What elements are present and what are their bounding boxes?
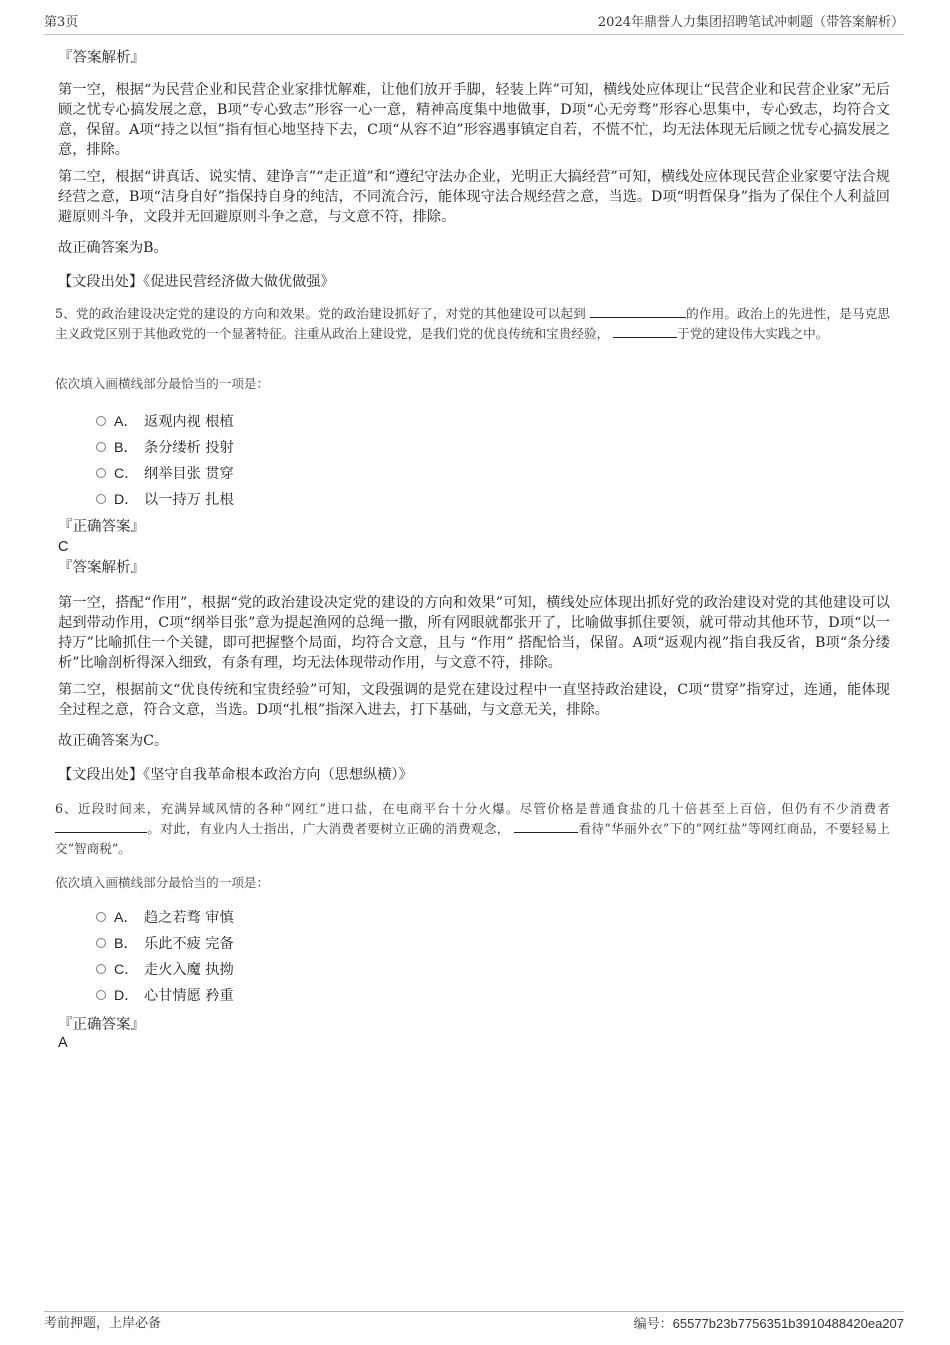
fill-blank <box>590 305 686 318</box>
option-a[interactable] <box>96 907 234 929</box>
analysis-paragraph: 第二空，根据“讲真话、说实情、建诤言”“走正道”和“遵纪守法办企业，光明正大搞经营”可知，横线处应体现民营企业家要守法合规经营之意，B项“洁身自好”指保持自身的纯洁，不同流合污，能体现守法合规经营之意，当选。D项“明哲保身”指为了保住个人利益回避原则斗争，文段并无回避原则斗争之意，与文意不符，排除。 <box>58 169 890 225</box>
analysis-paragraph: 第一空，根据“为民营企业和民营企业家排忧解难，让他们放开手脚，轻装上阵”可知，横线处应体现让“民营企业和民营企业家”无后顾之忧专心搞发展之意，B项“专心致志”形容一心一意，精神高度集中地做事，D项“心无旁骛”形容心思集中，专心致志，均符合文意，保留。A项“持之以恒”指有恒心地坚持下去，C项“从容不迫”形容遇事镇定自若，不慌不忙，均无法体现无后顾之忧专心搞发展之意，排除。 <box>58 82 890 158</box>
option-letter: D． <box>114 492 139 508</box>
question-stem <box>55 304 890 344</box>
correct-answer: C <box>58 539 69 555</box>
stem-text: 6、近段时间来，充满异域风情的各种“网红”进口盐，在电商平台十分火爆。尽管价格是普通食盐的几十倍甚至上百倍，但仍有不少消费者 <box>55 801 890 816</box>
radio-button[interactable] <box>96 494 106 504</box>
option-b[interactable] <box>96 437 234 459</box>
fill-blank <box>514 820 578 833</box>
option-c[interactable] <box>96 959 234 981</box>
radio-button[interactable] <box>96 442 106 452</box>
analysis-label: 『答案解析』 <box>58 50 145 66</box>
option-text: 心甘情愿 矜重 <box>144 988 234 1004</box>
radio-button[interactable] <box>96 938 106 948</box>
option-letter: D． <box>114 988 139 1004</box>
option-b[interactable] <box>96 933 234 955</box>
option-d[interactable] <box>96 985 234 1007</box>
page-number: 第3页 <box>44 15 79 30</box>
stem-text: 。对此，有业内人士指出，广大消费者要树立正确的消费观念， <box>147 821 510 836</box>
option-text: 趋之若骛 审慎 <box>144 910 234 926</box>
correct-answer-label: 『正确答案』 <box>58 519 145 535</box>
option-letter: B． <box>114 440 138 456</box>
analysis-label: 『答案解析』 <box>58 560 145 576</box>
question-instruction: 依次填入画横线部分最恰当的一项是： <box>55 875 270 890</box>
option-text: 走火入魔 执拗 <box>144 962 234 978</box>
radio-button[interactable] <box>96 416 106 426</box>
option-text: 以一持万 扎根 <box>144 492 234 508</box>
option-a[interactable] <box>96 411 234 433</box>
stem-text: 看待“华丽外衣”下的“网红盐”等网红商品，不要轻易上交“智商税”。 <box>55 821 890 856</box>
source-citation: 【文段出处】《促进民营经济做大做优做强》 <box>58 274 335 290</box>
question-stem <box>55 799 890 859</box>
footer-slogan: 考前押题，上岸必备 <box>44 1316 162 1331</box>
radio-button[interactable] <box>96 912 106 922</box>
option-text: 返观内视 根植 <box>144 414 234 430</box>
option-letter: A． <box>114 414 138 430</box>
document-title: 2024年鼎誉人力集团招聘笔试冲刺题（带答案解析） <box>597 15 904 30</box>
fill-blank <box>55 820 147 833</box>
option-letter: C． <box>114 466 139 482</box>
page-header <box>44 14 904 35</box>
option-d[interactable] <box>96 489 234 511</box>
source-citation: 【文段出处】《坚守自我革命根本政治方向（思想纵横）》 <box>58 767 413 783</box>
conclusion: 故正确答案为C。 <box>58 733 169 749</box>
option-c[interactable] <box>96 463 234 485</box>
option-letter: A． <box>114 910 138 926</box>
fill-blank <box>613 325 677 338</box>
radio-button[interactable] <box>96 468 106 478</box>
stem-text: 于党的建设伟大实践之中。 <box>677 326 829 341</box>
analysis-paragraph: 第二空，根据前文“优良传统和宝贵经验”可知，文段强调的是党在建设过程中一直坚持政治建设，C项“贯穿”指穿过，连通，能体现全过程之意，符合文意，当选。D项“扎根”指深入进去，打下基础，与文意无关，排除。 <box>58 682 890 718</box>
document-id: 编号：65577b23b7756351b3910488420ea207 <box>633 1316 904 1331</box>
option-text: 纲举目张 贯穿 <box>144 466 234 482</box>
correct-answer: A <box>58 1035 68 1051</box>
conclusion: 故正确答案为B。 <box>58 240 168 256</box>
stem-text: 的作用。政治上的先进性，是马克思主义政党区别于其他政党的一个显著特征。注重从政治上建设党，是我们党的优良传统和宝贵经验， <box>55 306 891 341</box>
analysis-paragraph: 第一空，搭配“作用”，根据“党的政治建设决定党的建设的方向和效果”可知，横线处应体现出抓好党的政治建设对党的其他建设可以起到带动作用，C项“纲举目张”意为提起渔网的总绳一撒，所有网眼就都张开了，比喻做事抓住要领，就可带动其他环节，D项“以一持万”比喻抓住一个关键，即可把握整个局面，均符合文意，且与 “作用” 搭配恰当，保留。A项“返观内视”指自我反省，B项“条分缕析”比喻剖析得深入细致，有条有理，均无法体现带动作用，与文意不符，排除。 <box>58 595 890 671</box>
radio-button[interactable] <box>96 990 106 1000</box>
option-text: 条分缕析 投射 <box>144 440 234 456</box>
correct-answer-label: 『正确答案』 <box>58 1017 145 1033</box>
stem-text: 5、党的政治建设决定党的建设的方向和效果。党的政治建设抓好了，对党的其他建设可以起到 <box>55 306 586 321</box>
option-letter: B． <box>114 936 138 952</box>
option-letter: C． <box>114 962 139 978</box>
radio-button[interactable] <box>96 964 106 974</box>
page-footer <box>44 1311 904 1332</box>
option-text: 乐此不疲 完备 <box>144 936 234 952</box>
question-instruction: 依次填入画横线部分最恰当的一项是： <box>55 376 270 391</box>
